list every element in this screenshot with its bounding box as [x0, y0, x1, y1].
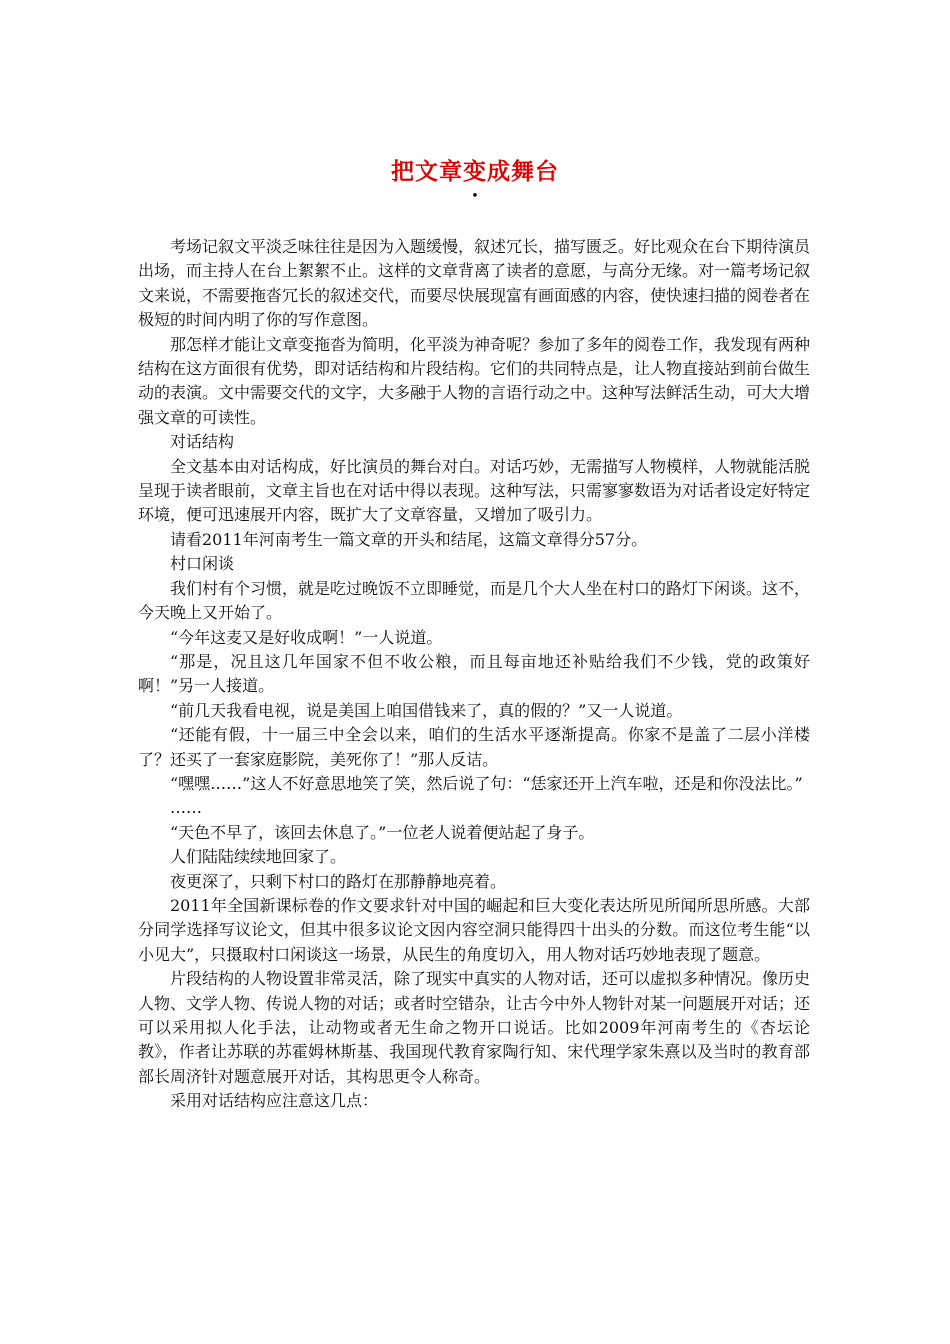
example-dialogue-line: “今年这麦又是好收成啊！”一人说道。 [170, 627, 443, 647]
paragraph-dialogue-description: 全文基本由对话构成，好比演员的舞台对白。对话巧妙，无需描写人物模样，人物就能活脱呈现于读者眼前，文章主旨也在对话中得以表现。这种写法，只需寥寥数语为对话者设定好特定环境，便可迅速展开内容，既扩大了文章容量，又增加了吸引力。 [138, 456, 811, 525]
article-title: 把文章变成舞台 [391, 158, 559, 185]
example-paragraph: 我们村有个习惯，就是吃过晚饭不立即睡觉，而是几个大人坐在村口的路灯下闲谈。这不，今天晚上又开始了。 [138, 578, 811, 623]
article-body [138, 235, 810, 1114]
paragraph-fragment-structure: 片段结构的人物设置非常灵活，除了现实中真实的人物对话，还可以虚拟多种情况。像历史人物、文学人物、传说人物的对话；或者时空错杂，让古今中外人物针对某一问题展开对话；还可以采用拟人化手法，让动物或者无生命之物开口说话。比如2009年河南考生的《杏坛论教》，作者让苏联的苏霍姆林斯基、我国现代教育家陶行知、宋代理学家朱熹以及当时的教育部部长周济针对题意展开对话，其构思更令人称奇。 [138, 969, 811, 1086]
example-dialogue-line: “那是，况且这几年国家不但不收公粮，而且每亩地还补贴给我们不少钱，党的政策好啊！”另一人接道。 [138, 651, 810, 696]
example-dialogue-line: “天色不早了，该回去休息了。”一位老人说着便站起了身子。 [170, 822, 595, 842]
paragraph-two-structures: 那怎样才能让文章变拖沓为简明，化平淡为神奇呢？参加了多年的阅卷工作，我发现有两种结构在这方面很有优势，即对话结构和片段结构。它们的共同特点是，让人物直接站到前台做生动的表演。文中需要交代的文字，大多融于人物的言语行动之中。这种写法鲜活生动，可大大增强文章的可读性。 [138, 334, 811, 427]
example-paragraph: 夜更深了，只剩下村口的路灯在那静静地亮着。 [170, 871, 507, 891]
paragraph-commentary: 2011年全国新课标卷的作文要求针对中国的崛起和巨大变化表达所见所闻所思所感。大部分同学选择写议论文，但其中很多议论文因内容空洞只能得四十出头的分数。而这位考生能“以小见大”，只摄取村口闲谈这一场景，从民生的角度切入，用人物对话巧妙地表现了题意。 [138, 895, 810, 964]
paragraph-intro: 考场记叙文平淡乏味往往是因为入题缓慢，叙述冗长，描写匮乏。好比观众在台下期待演员出场，而主持人在台上絮絮不止。这样的文章背离了读者的意愿，与高分无缘。对一篇考场记叙文来说，不需要拖沓冗长的叙述交代，而要尽快展现富有画面感的内容，使快速扫描的阅卷者在极短的时间内明了你的写作意图。 [138, 237, 811, 330]
section-heading-dialogue-structure: 对话结构 [170, 432, 235, 452]
paragraph-example-intro: 请看2011年河南考生一篇文章的开头和结尾，这篇文章得分57分。 [170, 529, 648, 549]
title-bullet: • [471, 189, 479, 204]
paragraph-notes-lead: 采用对话结构应注意这几点： [170, 1091, 379, 1111]
example-title: 村口闲谈 [170, 554, 235, 574]
example-dialogue-line: “嘿嘿……”这人不好意思地笑了笑，然后说了句：“恁家还开上汽车啦，还是和你没法比。” [170, 773, 803, 793]
example-ellipsis: …… [170, 798, 202, 818]
example-paragraph: 人们陆陆续续地回家了。 [170, 847, 347, 867]
example-dialogue-line: “前几天我看电视，说是美国上咱国借钱来了，真的假的？”又一人说道。 [170, 700, 683, 720]
example-dialogue-line: “还能有假，十一届三中全会以来，咱们的生活水平逐渐提高。你家不是盖了二层小洋楼了？还买了一套家庭影院，美死你了！”那人反诘。 [138, 725, 810, 769]
